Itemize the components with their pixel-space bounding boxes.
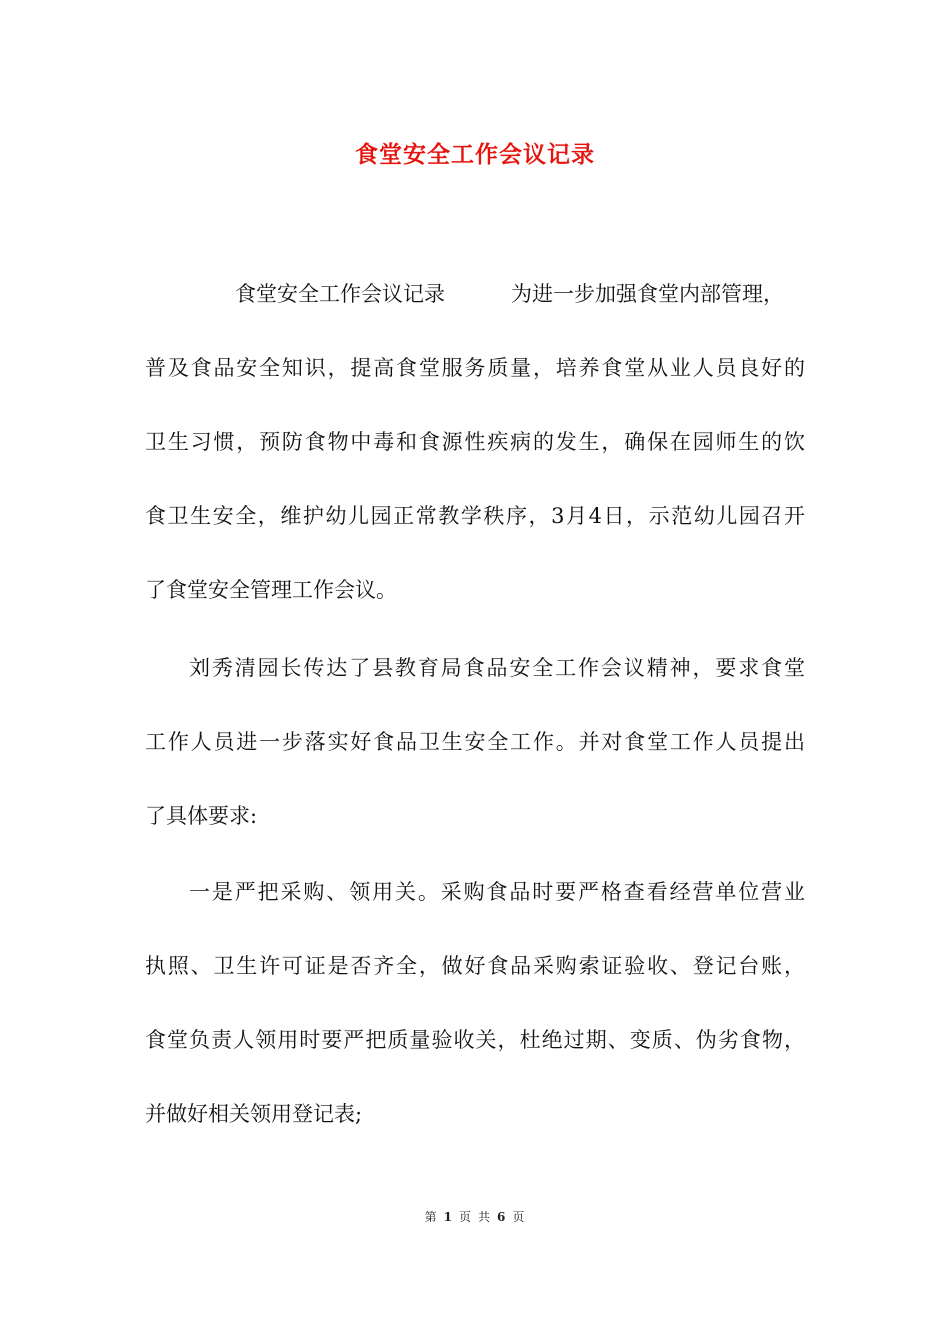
paragraph-3-line: 执照、卫生许可证是否齐全，做好食品采购索证验收、登记台账， (145, 954, 805, 978)
paragraph-1-line: 了食堂安全管理工作会议。 (145, 578, 397, 602)
footer-current-page: 1 (443, 1210, 453, 1224)
footer-total-prefix: 共 (478, 1210, 492, 1224)
paragraph-2-line: 工作人员进一步落实好食品卫生安全工作。并对食堂工作人员提出 (145, 730, 805, 754)
footer-total-pages: 6 (497, 1210, 507, 1224)
paragraph-3-line: 一是严把采购、领用关。采购食品时要严格查看经营单位营业 (189, 880, 805, 904)
paragraph-2-line: 了具体要求: (145, 804, 258, 828)
paragraph-3-line: 食堂负责人领用时要严把质量验收关，杜绝过期、变质、伪劣食物， (145, 1028, 805, 1052)
paragraph-1-line: 食卫生安全，维护幼儿园正常教学秩序，3月4日，示范幼儿园召开 (145, 504, 805, 528)
paragraph-3-line: 并做好相关领用登记表; (145, 1102, 363, 1126)
document-title: 食堂安全工作会议记录 (355, 141, 595, 168)
paragraph-2-line: 刘秀清园长传达了县教育局食品安全工作会议精神，要求食堂 (189, 656, 805, 680)
paragraph-1-line: 卫生习惯，预防食物中毒和食源性疾病的发生，确保在园师生的饮 (145, 430, 805, 454)
paragraph-1-lead-title: 食堂安全工作会议记录 (235, 282, 445, 306)
paragraph-1-lead-text: 为进一步加强食堂内部管理， (511, 282, 784, 306)
page-number-footer (0, 1208, 950, 1225)
footer-total-unit: 页 (512, 1210, 526, 1224)
paragraph-1-line: 普及食品安全知识，提高食堂服务质量，培养食堂从业人员良好的 (145, 356, 805, 380)
footer-page-unit: 页 (458, 1210, 472, 1224)
footer-prefix: 第 (424, 1210, 438, 1224)
